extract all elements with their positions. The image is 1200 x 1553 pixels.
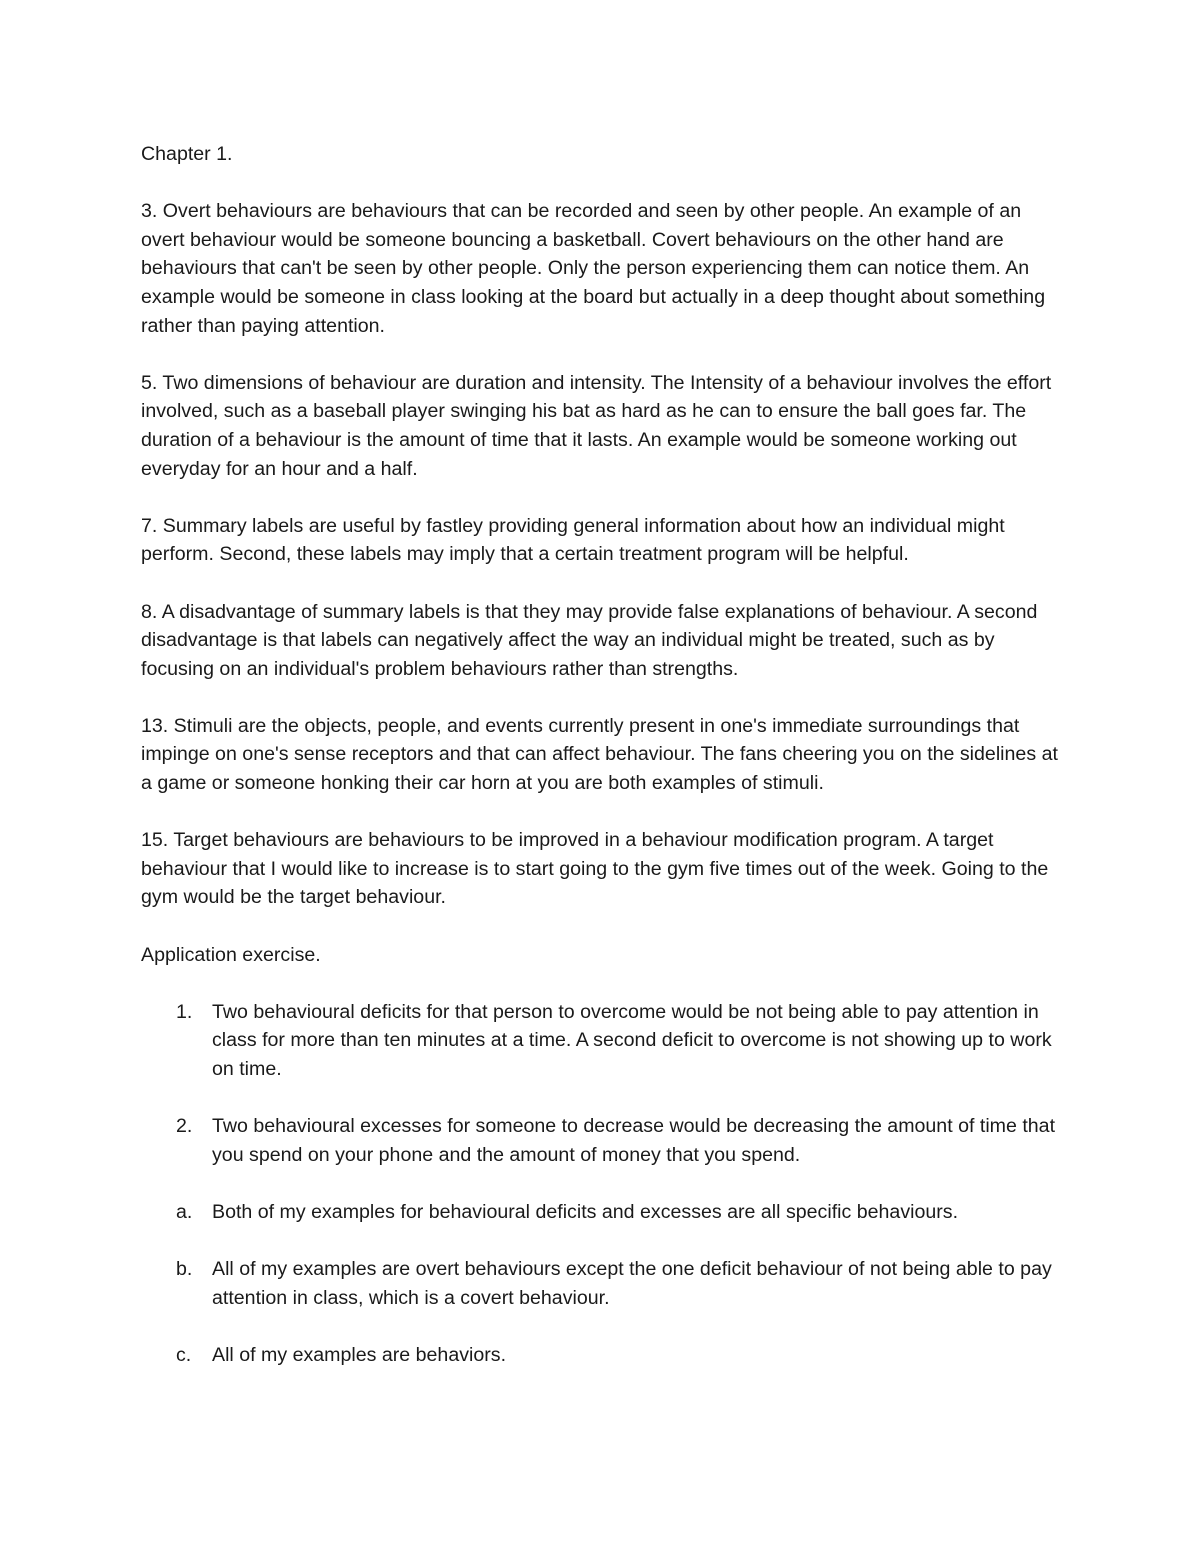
list-marker: b. <box>176 1258 193 1281</box>
list-marker: a. <box>176 1200 193 1223</box>
application-heading: Application exercise. <box>141 943 321 966</box>
application-list-item <box>141 998 1066 1084</box>
answer-paragraph-3: 3. Overt behaviours are behaviours that can be recorded and seen by other people. An example of an overt behaviour would be someone bouncing a basketball. Covert behaviours on the other hand are behaviours that can't be seen by other people. Only the person experiencing them can notice them. An example would be someone in class looking at the board but actually in a deep thought about something rather than paying attention. <box>141 200 1046 337</box>
list-item-text: Two behavioural excesses for someone to decrease would be decreasing the amount of time that you spend on your phone and the amount of money that you spend. <box>212 1115 1056 1166</box>
list-marker: 1. <box>176 1000 193 1023</box>
list-item-text: All of my examples are overt behaviours except the one deficit behaviour of not being able to pay attention in class, which is a covert behaviour. <box>212 1258 1052 1309</box>
list-marker: 2. <box>176 1115 193 1138</box>
chapter-heading: Chapter 1. <box>141 143 233 165</box>
answer-paragraph-7: 7. Summary labels are useful by fastley providing general information about how an individual might perform. Second, these labels may imply that a certain treatment program will be helpful. <box>141 514 1005 566</box>
application-list-item <box>141 1198 1066 1227</box>
document-page <box>141 140 1066 1398</box>
answer-paragraph-13: 13. Stimuli are the objects, people, and events currently present in one's immediate surroundings that impinge on one's sense receptors and that can affect behaviour. The fans cheering you on the sidelines at a game or someone honking their car horn at you are both examples of stimuli. <box>141 714 1058 795</box>
list-item-text: Both of my examples for behavioural deficits and excesses are all specific behaviours. <box>212 1200 959 1223</box>
answer-paragraph-15: 15. Target behaviours are behaviours to be improved in a behaviour modification program. A target behaviour that I would like to increase is to start going to the gym five times out of the week. Going to the gym would be the target behaviour. <box>141 829 1049 909</box>
answer-paragraph-5: 5. Two dimensions of behaviour are duration and intensity. The Intensity of a behaviour involves the effort involved, such as a baseball player swinging his bat as hard as he can to ensure the ball goes far. The duration of a behaviour is the amount of time that it lasts. An example would be someone working out everyday for an hour and a half. <box>141 371 1052 480</box>
application-list-item <box>141 1341 1066 1370</box>
application-list-item <box>141 1112 1066 1169</box>
list-item-text: All of my examples are behaviors. <box>212 1343 507 1366</box>
answer-paragraph-8: 8. A disadvantage of summary labels is that they may provide false explanations of behaviour. A second disadvantage is that labels can negatively affect the way an individual might be treated, such as by focusing on an individual's problem behaviours rather than strengths. <box>141 600 1038 680</box>
list-item-text: Two behavioural deficits for that person to overcome would be not being able to pay attention in class for more than ten minutes at a time. A second deficit to overcome is not showing up to work on time. <box>212 1000 1052 1080</box>
list-marker: c. <box>176 1343 192 1366</box>
application-list-item <box>141 1255 1066 1312</box>
